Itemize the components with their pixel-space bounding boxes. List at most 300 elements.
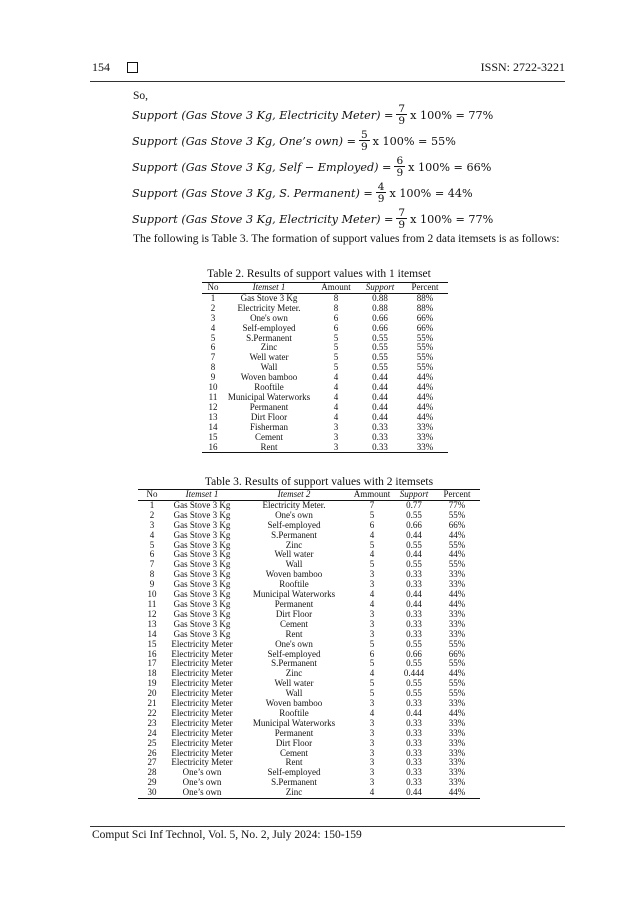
table-cell: 6 — [210, 342, 216, 353]
equation — [132, 206, 493, 232]
table-cell: Woven bamboo — [265, 569, 323, 580]
table-cell: Zinc — [238, 788, 350, 798]
table-cell: 8 — [210, 362, 216, 373]
table-cell: S.Permanent — [271, 658, 317, 669]
issn: ISSN: 2722-3221 — [480, 60, 565, 74]
col-header: Percent — [402, 283, 448, 294]
denominator: 9 — [396, 167, 404, 179]
table-cell: Electricity Meter. — [237, 302, 301, 313]
numerator: 6 — [396, 154, 404, 167]
table-cell: Well water — [249, 352, 289, 363]
table-cell: Permanent — [274, 727, 314, 738]
table-cell: 8 — [333, 302, 339, 313]
table-cell: 0.66 — [372, 322, 388, 333]
table-cell: 11 — [208, 391, 218, 402]
table-cell: 77% — [448, 499, 466, 510]
table-cell: Electricity Meter — [171, 688, 233, 699]
table-cell: 0.66 — [406, 648, 422, 659]
table-cell: 66% — [416, 312, 434, 323]
table-cell: 10 — [147, 589, 157, 600]
table-cell: 15 — [208, 431, 218, 442]
table-cell: 55% — [416, 362, 434, 373]
table-row — [138, 788, 480, 798]
table2-body — [202, 293, 448, 453]
table-cell: 3 — [369, 747, 375, 758]
table-cell: 55% — [448, 688, 466, 699]
table-cell: 3 — [369, 737, 375, 748]
table-cell: One’s own — [182, 767, 222, 778]
table-cell: 88% — [416, 302, 434, 313]
table-cell: 33% — [448, 737, 466, 748]
table-cell: Gas Stove 3 Kg — [173, 519, 231, 530]
table-cell: Fisherman — [250, 421, 288, 432]
equation-lhs: Support (Gas Stove 3 Kg, Electricity Meter) = — [132, 212, 394, 226]
table-cell: 4 — [149, 529, 155, 540]
equation — [132, 102, 493, 128]
equation-rhs: x 100% = 44% — [389, 186, 473, 200]
table-cell: 6 — [149, 549, 155, 560]
table-cell: Dirt Floor — [275, 737, 313, 748]
table-row — [202, 343, 448, 353]
table-cell: 55% — [416, 352, 434, 363]
table-cell: 33% — [416, 431, 434, 442]
table-cell: Electricity Meter — [171, 698, 233, 709]
table3-body — [138, 500, 480, 798]
table-cell: Electricity Meter — [171, 747, 233, 758]
table-cell: 4 — [210, 322, 216, 333]
table-cell: 5 — [369, 688, 375, 699]
table-cell: 33% — [448, 618, 466, 629]
table-cell: 44% — [416, 391, 434, 402]
table-cell: 88% — [416, 292, 434, 303]
fraction — [394, 156, 405, 179]
table-cell: 0.77 — [406, 499, 422, 510]
intro-text: So, — [133, 90, 149, 102]
table-cell: 44% — [434, 788, 480, 798]
table-cell: 3 — [333, 421, 339, 432]
table-cell: 44% — [448, 589, 466, 600]
table-header-row — [138, 490, 480, 501]
table-cell: Dirt Floor — [275, 608, 313, 619]
table-cell: 0.44 — [406, 549, 422, 560]
table-cell: 5 — [369, 638, 375, 649]
table-row — [202, 393, 448, 403]
table3-caption: Table 3. Results of support values with 2 itemsets — [204, 476, 434, 488]
table-cell: 3 — [369, 608, 375, 619]
table-cell: Permanent — [249, 401, 289, 412]
table-cell: 16 — [202, 443, 224, 453]
denominator: 9 — [377, 193, 385, 205]
table-cell: Cement — [280, 747, 308, 758]
table-cell: 0.88 — [372, 292, 388, 303]
table-cell: 3 — [369, 727, 375, 738]
table-cell: 0.55 — [406, 688, 422, 699]
table-cell: 14 — [147, 628, 157, 639]
col-header: Itemset 1 — [166, 490, 238, 501]
table-cell: 4 — [369, 668, 375, 679]
table-cell: 55% — [448, 678, 466, 689]
table-cell: 0.55 — [406, 638, 422, 649]
table-cell: Electricity Meter — [171, 757, 233, 768]
table-cell: 19 — [147, 678, 157, 689]
equation-lhs: Support (Gas Stove 3 Kg, One’s own) = — [132, 134, 356, 148]
table-row — [202, 433, 448, 443]
table-cell: 3 — [369, 628, 375, 639]
table-cell: Well water — [274, 549, 314, 560]
table-cell: 29 — [147, 777, 157, 788]
table-cell: Gas Stove 3 Kg — [173, 628, 231, 639]
table-cell: Zinc — [285, 668, 303, 679]
table-cell: Dirt Floor — [250, 411, 288, 422]
fraction — [396, 208, 407, 231]
table-cell: Gas Stove 3 Kg — [173, 589, 231, 600]
table-cell: 4 — [369, 549, 375, 560]
table3 — [138, 489, 480, 799]
table-cell: Rooftile — [254, 382, 284, 393]
table-cell: 0.33 — [406, 717, 422, 728]
table-cell: 23 — [147, 717, 157, 728]
table-cell: Cement — [255, 431, 283, 442]
table-cell: 0.33 — [406, 569, 422, 580]
table-cell: 7 — [369, 499, 375, 510]
table-cell: 15 — [147, 638, 157, 649]
table-cell: 33% — [448, 698, 466, 709]
table-cell: 5 — [149, 539, 155, 550]
table-cell: 30 — [138, 788, 166, 798]
table-cell: 3 — [369, 579, 375, 590]
equation-lhs: Support (Gas Stove 3 Kg, Electricity Meter) = — [132, 108, 394, 122]
table-cell: 55% — [416, 342, 434, 353]
table-cell: 5 — [333, 332, 339, 343]
table-cell: Self-employed — [267, 648, 321, 659]
table2 — [202, 282, 448, 453]
table-cell: 0.33 — [406, 608, 422, 619]
table-cell: Rent — [285, 628, 303, 639]
table-cell: 0.55 — [406, 678, 422, 689]
col-header: Amount — [314, 283, 358, 294]
table-cell: Gas Stove 3 Kg — [173, 539, 231, 550]
table-cell: Electricity Meter — [171, 707, 233, 718]
table-cell: Municipal Waterworks — [252, 589, 336, 600]
table-cell: 33% — [448, 608, 466, 619]
table-row — [202, 334, 448, 344]
equation-block — [132, 102, 493, 232]
table-cell: 0.88 — [372, 302, 388, 313]
table-cell: One's own — [275, 638, 313, 649]
table-cell: 20 — [147, 688, 157, 699]
table-cell: 44% — [416, 411, 434, 422]
numerator: 7 — [398, 206, 406, 219]
table-cell: 11 — [147, 598, 157, 609]
table-cell: 0.33 — [406, 757, 422, 768]
table-cell: 55% — [448, 539, 466, 550]
table-cell: Woven bamboo — [265, 698, 323, 709]
table-cell: 21 — [147, 698, 157, 709]
table-cell: 0.33 — [406, 579, 422, 590]
table-cell: 3 — [369, 717, 375, 728]
table-cell: One's own — [250, 312, 288, 323]
denominator: 9 — [360, 141, 368, 153]
table-cell: 0.44 — [372, 372, 388, 383]
table-cell: 10 — [208, 382, 218, 393]
equation — [132, 180, 493, 206]
table-cell: Electricity Meter — [171, 737, 233, 748]
table-cell: 0.55 — [372, 352, 388, 363]
table-cell: 33% — [402, 443, 448, 453]
table-cell: 3 — [369, 767, 375, 778]
table-cell: 0.44 — [406, 707, 422, 718]
table-cell: One's own — [275, 509, 313, 520]
table-cell: 5 — [369, 509, 375, 520]
table-cell: Gas Stove 3 Kg — [173, 549, 231, 560]
table-cell: 66% — [416, 322, 434, 333]
col-header: No — [138, 490, 166, 501]
table-cell: 17 — [147, 658, 157, 669]
table-cell: 5 — [333, 342, 339, 353]
table-cell: 0.55 — [406, 539, 422, 550]
table-cell: Wall — [285, 688, 303, 699]
table-row — [202, 373, 448, 383]
table-cell: Permanent — [274, 598, 314, 609]
table-cell: 2 — [149, 509, 155, 520]
table-cell: S.Permanent — [271, 529, 317, 540]
table-cell: 28 — [147, 767, 157, 778]
table-cell: 55% — [448, 638, 466, 649]
table-cell: 55% — [448, 658, 466, 669]
table-cell: 0.44 — [372, 411, 388, 422]
table-cell: Rooftile — [279, 579, 309, 590]
table-cell: 33% — [448, 569, 466, 580]
table-cell: 66% — [448, 519, 466, 530]
footer-rule — [90, 826, 565, 827]
table-cell: Wall — [285, 559, 303, 570]
table-cell: 0.55 — [372, 332, 388, 343]
table-cell: Electricity Meter — [171, 638, 233, 649]
table-cell: 33% — [448, 767, 466, 778]
fraction — [396, 104, 407, 127]
table-cell: Gas Stove 3 Kg — [173, 509, 231, 520]
table-cell: 13 — [208, 411, 218, 422]
table-cell: 0.44 — [372, 382, 388, 393]
table-cell: One’s own — [166, 788, 238, 798]
table-row — [202, 443, 448, 453]
table-cell: 5 — [210, 332, 216, 343]
table-cell: 0.44 — [372, 401, 388, 412]
table-cell: 33% — [448, 747, 466, 758]
equation-rhs: x 100% = 77% — [410, 108, 494, 122]
table-cell: 44% — [448, 668, 466, 679]
table-cell: Self-employed — [267, 519, 321, 530]
table-cell: 4 — [333, 382, 339, 393]
table-cell: 0.44 — [406, 529, 422, 540]
equation-rhs: x 100% = 55% — [372, 134, 456, 148]
table-cell: 33% — [448, 628, 466, 639]
table-cell: 44% — [416, 382, 434, 393]
body-paragraph: The following is Table 3. The formation of support values from 2 data itemsets is as follows: — [133, 233, 560, 245]
table-cell: 9 — [149, 579, 155, 590]
denominator: 9 — [398, 219, 406, 231]
table-cell: 6 — [333, 322, 339, 333]
table-cell: 6 — [369, 648, 375, 659]
table-row — [202, 304, 448, 314]
table-cell: 0.33 — [406, 767, 422, 778]
table-cell: 55% — [448, 559, 466, 570]
table-cell: 0.55 — [372, 342, 388, 353]
table2-caption: Table 2. Results of support values with 1 itemset — [207, 268, 431, 280]
table-cell: 0.33 — [406, 698, 422, 709]
table-cell: 0.66 — [406, 519, 422, 530]
numerator: 4 — [377, 180, 385, 193]
table-cell: Gas Stove 3 Kg — [173, 608, 231, 619]
table-cell: 3 — [149, 519, 155, 530]
table-cell: Gas Stove 3 Kg — [240, 292, 298, 303]
table-cell: Electricity Meter. — [262, 499, 326, 510]
footer-citation: Comput Sci Inf Technol, Vol. 5, No. 2, July 2024: 150-159 — [92, 829, 362, 841]
table-cell: 12 — [147, 608, 157, 619]
table-cell: One’s own — [182, 777, 222, 788]
table-cell: 5 — [369, 678, 375, 689]
table-cell: 8 — [333, 292, 339, 303]
table-cell: Municipal Waterworks — [252, 717, 336, 728]
table-cell: 0.55 — [372, 362, 388, 373]
table-cell: 3 — [369, 757, 375, 768]
table-cell: Wall — [260, 362, 278, 373]
table-cell: 1 — [210, 292, 216, 303]
table-cell: 0.55 — [406, 509, 422, 520]
equation — [132, 128, 493, 154]
table-cell: 5 — [369, 539, 375, 550]
table-cell: 5 — [369, 559, 375, 570]
table-cell: 0.44 — [372, 391, 388, 402]
table-cell: 7 — [149, 559, 155, 570]
table-row — [202, 363, 448, 373]
col-header: Support — [394, 490, 434, 501]
table-cell: Zinc — [285, 539, 303, 550]
table-cell: 4 — [369, 598, 375, 609]
col-header: Itemset 2 — [238, 490, 350, 501]
table-cell: Rooftile — [279, 707, 309, 718]
table-cell: 27 — [147, 757, 157, 768]
table-cell: 4 — [333, 401, 339, 412]
table-cell: 4 — [350, 788, 394, 798]
table-cell: Electricity Meter — [171, 678, 233, 689]
table-cell: 4 — [369, 589, 375, 600]
table-cell: S.Permanent — [246, 332, 292, 343]
table-cell: Gas Stove 3 Kg — [173, 529, 231, 540]
table-cell: 0.444 — [403, 668, 425, 679]
table-cell: 6 — [333, 312, 339, 323]
table-cell: 5 — [369, 658, 375, 669]
table-cell: 4 — [333, 411, 339, 422]
table-cell: Gas Stove 3 Kg — [173, 598, 231, 609]
table-row — [202, 423, 448, 433]
table-cell: 4 — [369, 707, 375, 718]
table-cell: 0.33 — [406, 777, 422, 788]
table-cell: 33% — [448, 757, 466, 768]
table-cell: Self-employed — [242, 322, 296, 333]
table-cell: 66% — [448, 648, 466, 659]
table-cell: Cement — [280, 618, 308, 629]
table-cell: 7 — [210, 352, 216, 363]
table-cell: 0.33 — [372, 421, 388, 432]
col-header: Percent — [434, 490, 480, 501]
table-cell: Rent — [224, 443, 314, 453]
table-cell: 16 — [147, 648, 157, 659]
table-cell: 0.33 — [406, 727, 422, 738]
table-cell: 4 — [333, 372, 339, 383]
table-cell: 26 — [147, 747, 157, 758]
table-cell: 44% — [416, 372, 434, 383]
equation-lhs: Support (Gas Stove 3 Kg, Self − Employed) = — [132, 160, 392, 174]
table-cell: 8 — [149, 569, 155, 580]
table-cell: 44% — [448, 529, 466, 540]
table-row — [202, 413, 448, 423]
col-header: Itemset 1 — [224, 283, 314, 294]
table-cell: Gas Stove 3 Kg — [173, 618, 231, 629]
table-cell: Electricity Meter — [171, 668, 233, 679]
table-cell: 0.33 — [406, 737, 422, 748]
fraction — [359, 130, 370, 153]
table-cell: 44% — [448, 549, 466, 560]
table-cell: 33% — [448, 717, 466, 728]
col-header: Support — [358, 283, 402, 294]
page-number: 154 — [92, 60, 110, 74]
table-cell: 0.44 — [406, 598, 422, 609]
table-cell: Electricity Meter — [171, 727, 233, 738]
table-header-row — [202, 283, 448, 294]
table-cell: 0.66 — [372, 312, 388, 323]
table-cell: Gas Stove 3 Kg — [173, 499, 231, 510]
table-cell: 33% — [416, 421, 434, 432]
table-cell: 3 — [369, 618, 375, 629]
table-cell: 3 — [369, 698, 375, 709]
table-cell: 33% — [448, 727, 466, 738]
table-cell: Gas Stove 3 Kg — [173, 559, 231, 570]
table-cell: 1 — [149, 499, 155, 510]
table-cell: 44% — [416, 401, 434, 412]
table-cell: 44% — [448, 707, 466, 718]
table-cell: 18 — [147, 668, 157, 679]
table-cell: 9 — [210, 372, 216, 383]
table-cell: Self-employed — [267, 767, 321, 778]
table-cell: Electricity Meter — [171, 648, 233, 659]
table-cell: 0.33 — [406, 747, 422, 758]
table-cell: 0.33 — [358, 443, 402, 453]
table-cell: 2 — [210, 302, 216, 313]
denominator: 9 — [398, 115, 406, 127]
table-cell: 3 — [369, 569, 375, 580]
table-cell: 4 — [333, 391, 339, 402]
table-cell: 55% — [416, 332, 434, 343]
table-cell: Gas Stove 3 Kg — [173, 579, 231, 590]
table-cell: S.Permanent — [271, 777, 317, 788]
numerator: 5 — [360, 128, 368, 141]
table-cell: Electricity Meter — [171, 717, 233, 728]
table-cell: 4 — [369, 529, 375, 540]
equation-rhs: x 100% = 66% — [408, 160, 492, 174]
table-cell: 0.33 — [406, 628, 422, 639]
table-cell: 25 — [147, 737, 157, 748]
numerator: 7 — [398, 102, 406, 115]
square-icon — [127, 62, 138, 73]
col-header: Ammount — [350, 490, 394, 501]
table-cell: Zinc — [260, 342, 278, 353]
table-cell: Well water — [274, 678, 314, 689]
table-cell: Gas Stove 3 Kg — [173, 569, 231, 580]
table-cell: 33% — [448, 777, 466, 788]
table-cell: 14 — [208, 421, 218, 432]
equation-lhs: Support (Gas Stove 3 Kg, S. Permanent) = — [132, 186, 373, 200]
